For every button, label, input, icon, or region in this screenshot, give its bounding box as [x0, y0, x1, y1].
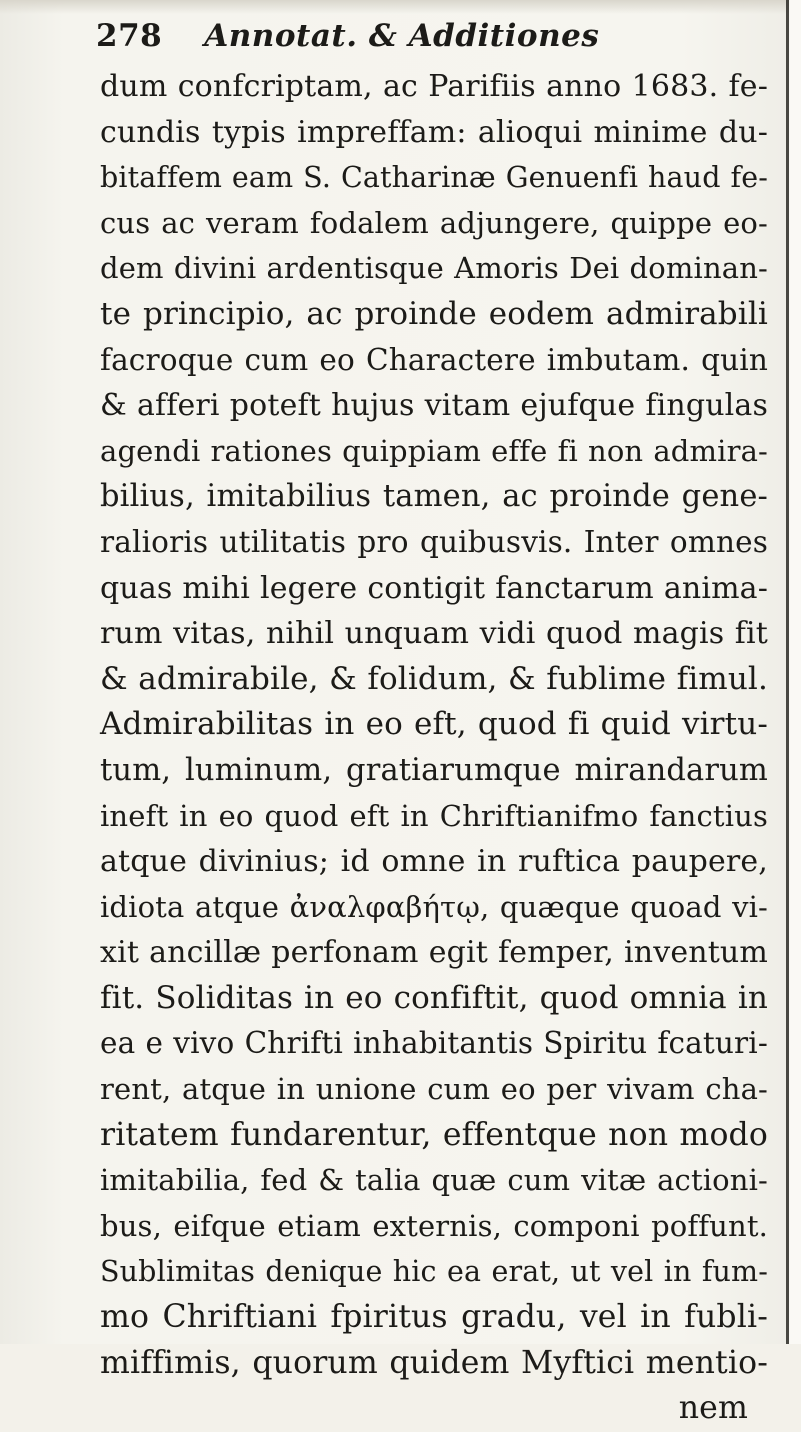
- page-number: 278: [96, 18, 163, 54]
- text-line: rent, atque in unione cum eo per vivam cha-: [100, 1072, 768, 1107]
- text-line: ralioris utilitatis pro quibusvis. Inter omnes: [100, 524, 768, 559]
- text-line: atque divinius; id omne in ruftica paupere,: [100, 844, 768, 880]
- text-line: imitabilia, fed & talia quæ cum vitæ actioni-: [100, 1163, 768, 1198]
- text-line: idiota atque ἀναλφαβήτῳ, quæque quoad vi-: [100, 889, 768, 924]
- text-line: Sublimitas denique hic ea erat, ut vel in fum-: [100, 1255, 768, 1289]
- text-line: Admirabilitas in eo eft, quod fi quid virtu-: [100, 706, 768, 743]
- text-line: rum vitas, nihil unquam vidi quod magis fit: [100, 616, 768, 652]
- text-line: cus ac veram fodalem adjungere, quippe eo-: [100, 205, 768, 240]
- text-line: facroque cum eo Charactere imbutam. quin: [100, 342, 768, 377]
- text-line: dem divini ardentisque Amoris Dei dominan-: [100, 251, 768, 286]
- text-line: cundis typis impreffam: alioqui minime du-: [100, 114, 768, 150]
- page-top-shadow: [0, 0, 801, 14]
- body-text: [100, 64, 768, 1432]
- text-line: bilius, imitabilius tamen, ac proinde gene-: [100, 479, 768, 515]
- running-title: Annotat. & Additiones: [204, 18, 600, 54]
- text-line: bus, eifque etiam externis, componi poffunt.: [100, 1208, 768, 1243]
- text-line: miffimis, quorum quidem Myftici mentio-: [100, 1344, 768, 1381]
- text-line: & admirabile, & folidum, & fublime fimul.: [100, 660, 768, 697]
- catchword: nem: [678, 1390, 748, 1427]
- text-line: quas mihi legere contigit fanctarum anima-: [100, 570, 768, 606]
- text-line: mo Chriftiani fpiritus gradu, vel in fubli-: [100, 1299, 768, 1336]
- text-line: agendi rationes quippiam effe fi non admira-: [100, 433, 768, 468]
- text-line: tum, luminum, gratiarumque mirandarum: [100, 752, 768, 788]
- text-line: ea e vivo Chrifti inhabitantis Spiritu fcaturi-: [100, 1026, 768, 1061]
- text-line: bitaffem eam S. Catharinæ Genuenfi haud fe-: [100, 161, 768, 195]
- page-right-margin: [789, 0, 801, 1344]
- text-line: & afferi poteft hujus vitam ejufque fingulas: [100, 388, 768, 424]
- text-line: ritatem fundarentur, effentque non modo: [100, 1116, 768, 1153]
- book-binding-edge: [786, 0, 789, 1344]
- text-line: xit ancillæ perfonam egit femper, inventum: [100, 935, 768, 971]
- text-line: fit. Soliditas in eo confiftit, quod omnia in: [100, 979, 768, 1016]
- text-line: dum confcriptam, ac Parifiis anno 1683. fe-: [100, 69, 768, 104]
- running-header: [96, 18, 736, 62]
- text-line: te principio, ac proinde eodem admirabili: [100, 295, 768, 332]
- text-line: ineft in eo quod eft in Chriftianifmo fanctius: [100, 798, 768, 833]
